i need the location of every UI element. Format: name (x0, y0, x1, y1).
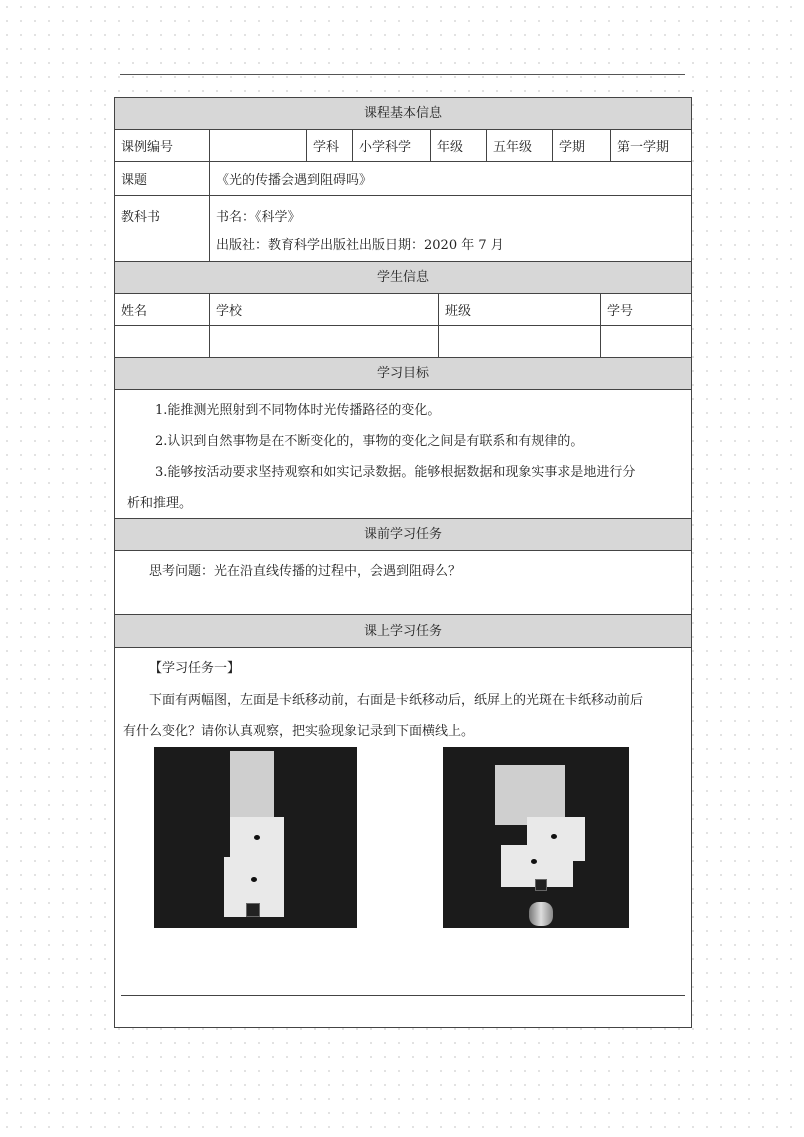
case-no-label: 课例编号 (115, 130, 210, 161)
paper-screen (230, 751, 274, 823)
card-hole (251, 877, 257, 882)
topic-label: 课题 (115, 162, 210, 195)
photo-before-card-moved (154, 747, 357, 928)
school-value[interactable] (210, 326, 439, 357)
textbook-title: 书名：《科学》 (216, 210, 301, 225)
case-no-value (210, 130, 307, 161)
basic-info-row (115, 130, 691, 162)
topic-row (115, 162, 691, 196)
section-title: 课前学习任务 (363, 527, 442, 542)
card-hole (551, 834, 557, 839)
textbook-label: 教科书 (115, 196, 210, 261)
name-label: 姓名 (115, 294, 210, 325)
section-header-pre-task (115, 519, 691, 551)
paper-screen (495, 765, 565, 825)
subject-value: 小学科学 (353, 130, 431, 161)
textbook-publisher: 出版社：教育科学出版社出版日期：2020 年 7 月 (216, 238, 504, 253)
pre-task-body (115, 551, 691, 615)
section-header-student (115, 262, 691, 294)
grade-value: 五年级 (487, 130, 553, 161)
task-one-instructions-cont: 有什么变化？请你认真观察，把实验现象记录到下面横线上。 (123, 724, 475, 739)
task-one-instructions: 下面有两幅图，左面是卡纸移动前，右面是卡纸移动后，纸屏上的光斑在卡纸移动前后 (149, 693, 644, 708)
goal-item: 2.认识到自然事物是在不断变化的，事物的变化之间是有联系和有规律的。 (155, 434, 584, 449)
pre-task-question: 思考问题：光在沿直线传播的过程中，会遇到阻碍么？ (149, 564, 462, 579)
section-title: 学生信息 (376, 270, 429, 285)
student-id-label: 学号 (607, 304, 634, 319)
topic-value: 《光的传播会遇到阻碍吗》 (216, 173, 373, 188)
section-title: 学习目标 (376, 366, 429, 381)
answer-line[interactable] (121, 995, 685, 996)
goals-body (115, 390, 691, 519)
section-header-inclass-task (115, 615, 691, 648)
card-hole (254, 835, 260, 840)
card-hole (531, 859, 537, 864)
section-title: 课上学习任务 (363, 624, 442, 639)
textbook-row (115, 196, 691, 262)
photo-after-card-moved (443, 747, 629, 928)
student-value-row (115, 326, 691, 358)
name-value[interactable] (115, 326, 210, 357)
binder-clip (535, 879, 547, 891)
grade-label: 年级 (431, 130, 487, 161)
goal-item: 3.能够按活动要求坚持观察和如实记录数据。能够根据数据和现象实事求是地进行分 (155, 465, 636, 480)
goal-item: 1.能推测光照射到不同物体时光传播路径的变化。 (155, 403, 441, 418)
binder-clip (246, 903, 260, 917)
term-label: 学期 (553, 130, 611, 161)
section-title: 课程基本信息 (363, 106, 442, 121)
student-label-row (115, 294, 691, 326)
textbook-info (210, 196, 693, 261)
subject-label: 学科 (307, 130, 353, 161)
top-rule (120, 74, 685, 75)
section-header-goals (115, 358, 691, 390)
term-value: 第一学期 (617, 140, 670, 155)
student-id-value[interactable] (601, 326, 693, 357)
class-value[interactable] (439, 326, 601, 357)
task-one-title: 【学习任务一】 (149, 661, 241, 676)
school-label: 学校 (210, 294, 439, 325)
class-label: 班级 (439, 294, 601, 325)
goal-item: 析和推理。 (127, 496, 193, 511)
lesson-sheet (114, 97, 692, 1028)
flashlight (529, 902, 553, 926)
section-header-basic (115, 98, 691, 130)
